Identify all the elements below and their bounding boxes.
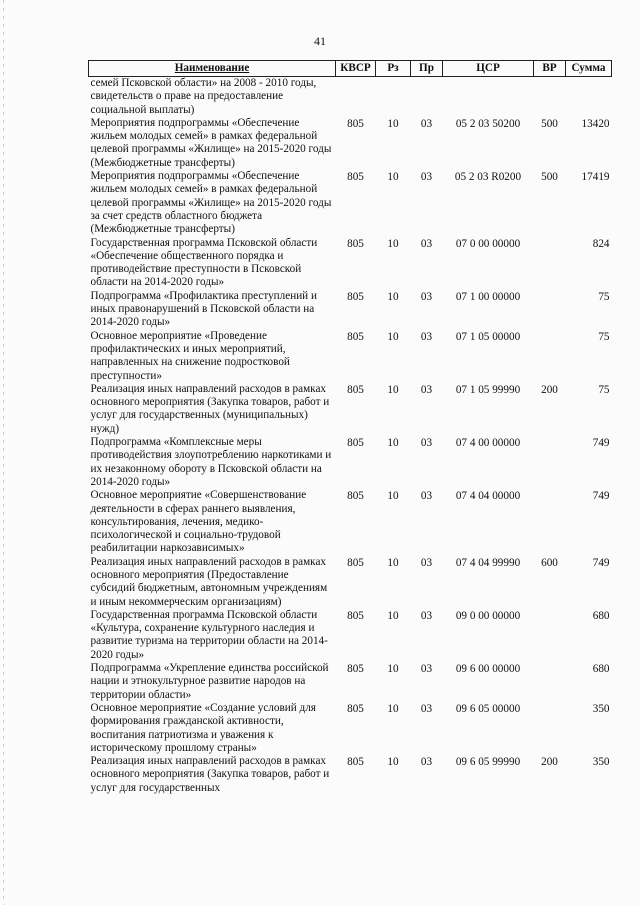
row-rz: 10 bbox=[387, 237, 399, 250]
row-sum: 75 bbox=[598, 330, 610, 343]
row-sum: 75 bbox=[598, 290, 610, 303]
row-sum: 350 bbox=[592, 756, 610, 769]
row-csr: 07 4 04 00000 bbox=[455, 490, 521, 503]
row-name: Подпрограмма «Комплексные меры противодействия злоупотреблению наркотиками и их незаконному обороту в Псковской области на 2014-2020 годы» bbox=[90, 436, 332, 488]
table-row bbox=[89, 77, 612, 117]
row-pr: 03 bbox=[420, 702, 433, 715]
row-csr: 09 6 00 00000 bbox=[455, 663, 521, 676]
row-pr: 03 bbox=[420, 663, 433, 676]
header-vr: ВР bbox=[534, 61, 566, 77]
row-name: Основное мероприятие «Создание условий для формирования гражданской активности, воспитания патриотизма и уважения к историческому прошлому страны» bbox=[90, 701, 316, 754]
row-vr bbox=[534, 237, 566, 290]
table-row bbox=[89, 436, 612, 489]
row-vr: 200 bbox=[541, 756, 558, 769]
row-name: Государственная программа Псковской области «Обеспечение общественного порядка и противодействие преступности в Псковской области на 2014-2020 годы» bbox=[90, 236, 318, 289]
row-sum: 749 bbox=[592, 437, 610, 450]
table-row bbox=[89, 290, 612, 330]
row-csr bbox=[443, 77, 534, 117]
row-rz: 10 bbox=[387, 383, 399, 396]
row-rz: 10 bbox=[387, 290, 399, 303]
row-rz: 10 bbox=[387, 490, 399, 503]
row-kvsr bbox=[336, 77, 376, 117]
row-sum: 824 bbox=[592, 237, 610, 250]
row-name: семей Псковской области» на 2008 - 2010 годы, свидетельств о праве на предоставление социальной выплаты) bbox=[90, 77, 317, 116]
page-number: 41 bbox=[314, 34, 326, 48]
table-row bbox=[89, 702, 612, 755]
row-pr: 03 bbox=[420, 756, 433, 769]
row-kvsr: 805 bbox=[347, 609, 364, 622]
row-vr bbox=[534, 662, 566, 702]
row-kvsr: 805 bbox=[347, 663, 364, 676]
row-vr: 200 bbox=[541, 383, 558, 396]
row-pr: 03 bbox=[420, 290, 433, 303]
row-rz bbox=[376, 77, 411, 117]
row-csr: 07 1 05 99990 bbox=[455, 383, 521, 396]
row-csr: 05 2 03 50200 bbox=[455, 117, 521, 130]
table-row bbox=[89, 330, 612, 383]
table-row bbox=[89, 170, 612, 236]
row-vr bbox=[534, 702, 566, 755]
row-pr: 03 bbox=[420, 556, 433, 569]
row-sum: 749 bbox=[592, 490, 610, 503]
row-name: Подпрограмма «Укрепление единства российской нации и этнокультурное развитие народов на территории области» bbox=[90, 662, 329, 701]
row-vr bbox=[534, 489, 566, 555]
row-kvsr: 805 bbox=[347, 290, 364, 303]
row-vr bbox=[534, 290, 566, 330]
header-csr: ЦСР bbox=[443, 61, 534, 77]
row-kvsr: 805 bbox=[347, 702, 364, 715]
header-sum: Сумма bbox=[566, 61, 612, 77]
header-pr: Пр bbox=[411, 61, 443, 77]
table-row bbox=[89, 556, 612, 609]
row-name: Реализация иных направлений расходов в рамках основного мероприятия (Закупка товаров, работ и услуг для государственных (муниципальных) нужд) bbox=[90, 382, 330, 435]
row-csr: 07 1 00 00000 bbox=[455, 290, 521, 303]
row-rz: 10 bbox=[387, 117, 399, 130]
row-sum: 75 bbox=[598, 383, 610, 396]
table-row bbox=[89, 662, 612, 702]
row-pr: 03 bbox=[420, 237, 433, 250]
row-name: Реализация иных направлений расходов в рамках основного мероприятия (Закупка товаров, работ и услуг для государственных bbox=[90, 755, 330, 794]
table-row bbox=[89, 609, 612, 662]
row-sum: 13420 bbox=[581, 117, 610, 130]
row-csr: 09 6 05 99990 bbox=[455, 756, 521, 769]
table-row bbox=[89, 237, 612, 290]
row-kvsr: 805 bbox=[347, 117, 364, 130]
row-kvsr: 805 bbox=[347, 556, 364, 569]
row-kvsr: 805 bbox=[347, 490, 364, 503]
row-pr: 03 bbox=[420, 117, 433, 130]
row-csr: 07 4 00 00000 bbox=[455, 437, 521, 450]
row-pr: 03 bbox=[420, 330, 433, 343]
row-pr bbox=[411, 77, 443, 117]
row-name: Мероприятия подпрограммы «Обеспечение жильем молодых семей» в рамках федеральной целевой программы «Жилище» на 2015-2020 годы (Межбюджетные трансферты) bbox=[90, 116, 332, 169]
row-csr: 05 2 03 R0200 bbox=[454, 171, 522, 184]
header-name: Наименование bbox=[89, 61, 336, 77]
row-sum: 680 bbox=[592, 663, 610, 676]
row-vr: 500 bbox=[541, 117, 558, 130]
row-csr: 07 1 05 00000 bbox=[455, 330, 521, 343]
row-rz: 10 bbox=[387, 756, 399, 769]
row-name: Основное мероприятие «Совершенствование деятельности в сферах раннего выявления, консультирования, лечения, медико-психологической и социально-трудовой реабилитации наркозависимых» bbox=[90, 489, 307, 555]
row-pr: 03 bbox=[420, 383, 433, 396]
row-kvsr: 805 bbox=[347, 171, 364, 184]
header-rz: Рз bbox=[376, 61, 411, 77]
table-row bbox=[89, 383, 612, 436]
row-vr: 600 bbox=[541, 556, 558, 569]
table-row bbox=[89, 755, 612, 795]
row-vr bbox=[534, 77, 566, 117]
row-sum: 17419 bbox=[581, 171, 610, 184]
row-sum bbox=[566, 77, 612, 117]
row-csr: 07 0 00 00000 bbox=[455, 237, 521, 250]
row-csr: 07 4 04 99990 bbox=[455, 556, 521, 569]
row-csr: 09 0 00 00000 bbox=[455, 609, 521, 622]
header-kvsr: КВСР bbox=[336, 61, 376, 77]
row-name: Мероприятия подпрограммы «Обеспечение жильем молодых семей» в рамках федеральной целевой программы «Жилище» на 2015-2020 годы за счет средств областного бюджета (Межбюджетные трансферты) bbox=[90, 170, 332, 236]
row-kvsr: 805 bbox=[347, 383, 364, 396]
row-kvsr: 805 bbox=[347, 437, 364, 450]
table-row bbox=[89, 117, 612, 170]
row-name: Подпрограмма «Профилактика преступлений и иных правонарушений в Псковской области на 2014-2020 годы» bbox=[90, 289, 317, 329]
row-rz: 10 bbox=[387, 702, 399, 715]
row-vr bbox=[534, 609, 566, 662]
row-rz: 10 bbox=[387, 330, 399, 343]
row-pr: 03 bbox=[420, 490, 433, 503]
row-kvsr: 805 bbox=[347, 237, 364, 250]
row-pr: 03 bbox=[420, 171, 433, 184]
table-row bbox=[89, 489, 612, 555]
row-sum: 749 bbox=[592, 556, 610, 569]
row-name: Реализация иных направлений расходов в рамках основного мероприятия (Предоставление субсидий бюджетным, автономным учреждениям и иным некоммерческим организациям) bbox=[90, 555, 328, 608]
row-rz: 10 bbox=[387, 437, 399, 450]
row-sum: 350 bbox=[592, 702, 610, 715]
row-rz: 10 bbox=[387, 609, 399, 622]
row-pr: 03 bbox=[420, 609, 433, 622]
row-kvsr: 805 bbox=[347, 756, 364, 769]
row-vr bbox=[534, 330, 566, 383]
row-csr: 09 6 05 00000 bbox=[455, 702, 521, 715]
row-name: Основное мероприятие «Проведение профилактических и иных мероприятий, направленных на снижение подростковой преступности» bbox=[90, 329, 290, 382]
scan-edge bbox=[3, 0, 4, 905]
row-name: Государственная программа Псковской области «Культура, сохранение культурного наследия и развитие туризма на территории области на 2014-2020 годы» bbox=[90, 608, 328, 661]
row-vr: 500 bbox=[541, 171, 558, 184]
row-rz: 10 bbox=[387, 171, 399, 184]
budget-table bbox=[88, 60, 612, 795]
row-sum: 680 bbox=[592, 609, 610, 622]
row-pr: 03 bbox=[420, 437, 433, 450]
table-header-row bbox=[89, 61, 612, 77]
row-rz: 10 bbox=[387, 663, 399, 676]
row-rz: 10 bbox=[387, 556, 399, 569]
row-vr bbox=[534, 436, 566, 489]
row-kvsr: 805 bbox=[347, 330, 364, 343]
